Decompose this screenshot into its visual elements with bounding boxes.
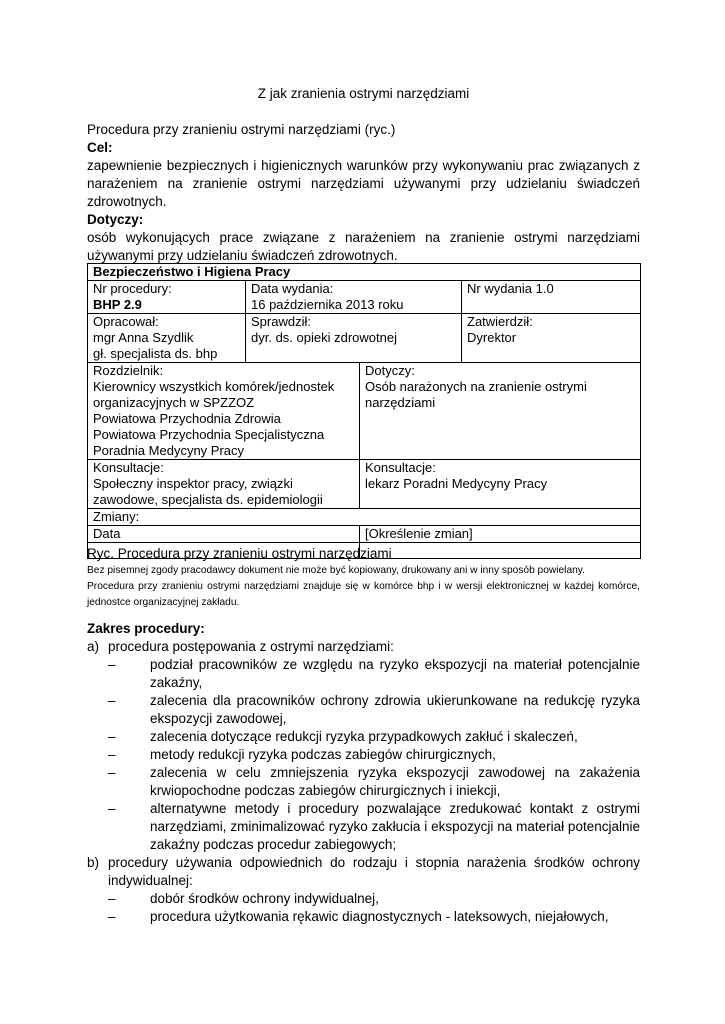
list-item [108,764,640,800]
distribution-cell [88,363,360,460]
list-item [108,728,640,746]
distribution-line: Powiatowa Przychodnia Specjalistyczna [93,427,325,442]
consultations-right-label: Konsultacje: [365,460,436,475]
copyright-note: Bez pisemnej zgody pracodawcy dokument nie może być kopiowany, drukowany ani w inny sposób powielany. [87,565,585,576]
scope-item-b-text: procedury używania odpowiednich do rodzaju i stopnia narażenia środków ochrony indywidualnej: [108,855,640,888]
issue-date-label: Data wydania: [251,281,334,296]
list-item-text: zalecenia dotyczące redukcji ryzyka przypadkowych zakłuć i skaleczeń, [150,729,578,744]
edition-cell [462,281,641,314]
prepared-by-label: Opracował: [93,314,159,329]
list-item-text: alternatywne metody i procedury pozwalające zredukować kontakt z ostrymi narzędziami, zminimalizować ryzyko zakłucia i ekspozycji na materiał potencjalnie zakaźny podczas procedur zabiegowych; [150,801,640,852]
distribution-line: Poradnia Medycyny Pracy [93,443,245,458]
distribution-line: organizacyjnych w SPZZOZ [93,395,255,410]
consultations-right-value: lekarz Poradni Medycyny Pracy [365,476,548,491]
consultations-left-label: Konsultacje: [93,460,164,475]
location-note: Procedura przy zranieniu ostrymi narzędziami znajduje się w komórce bhp i w wersji elektronicznej w każdej komórce, jednostce organizacyjnej zakładu. [87,581,640,608]
scope-item-a-text: procedura postępowania z ostrymi narzędziami: [108,639,394,654]
list-item-text: dobór środków ochrony indywidualnej, [150,891,379,906]
document-title: Z jak zranienia ostrymi narzędziami [257,86,470,101]
dash-marker: – [108,729,116,744]
concerns-text: osób wykonujących prace związane z narażeniem na zranienie ostrymi narzędziami używanymi przy udzielaniu świadczeń zdrowotnych. [87,230,640,263]
procedure-number-value: BHP 2.9 [93,297,142,312]
prepared-by-role: gł. specjalista ds. bhp [93,346,218,361]
distribution-label: Rozdzielnik: [93,363,164,378]
checked-by-label: Sprawdził: [251,314,311,329]
dash-marker: – [108,801,116,816]
dash-marker: – [108,747,116,762]
procedure-number-cell [88,281,246,314]
concerns-cell [360,363,641,460]
list-item-text: metody redukcji ryzyka podczas zabiegów chirurgicznych, [150,747,496,762]
approved-by-value: Dyrektor [467,330,517,345]
approved-by-cell [462,314,641,363]
concerns-label: Dotyczy: [365,363,415,378]
dash-marker: – [108,657,116,672]
issue-date-value: 16 października 2013 roku [251,297,404,312]
changes-description-header: [Określenie zmian] [360,526,641,543]
list-item [108,692,640,728]
changes-date-header: Data [88,526,360,543]
intro-section [87,121,640,265]
distribution-line: Kierownicy wszystkich komórek/jednostek [93,379,335,394]
concerns-value: Osób narażonych na zranienie ostrymi narzędziami [365,379,587,410]
list-item-text: podział pracowników ze względu na ryzyko ekspozycji na materiał potencjalnie zakaźny, [150,657,640,690]
distribution-line: Powiatowa Przychodnia Zdrowia [93,411,281,426]
issue-date-cell [246,281,462,314]
consultations-right-cell [360,460,641,509]
procedure-line: Procedura przy zranieniu ostrymi narzędziami (ryc.) [87,122,396,137]
goal-heading: Cel: [87,140,113,155]
dash-marker: – [108,765,116,780]
procedure-number-label: Nr procedury: [93,281,172,296]
list-marker: a) [87,639,100,654]
procedure-metadata-table [87,263,641,559]
list-item-text: zalecenia w celu zmniejszenia ryzyka ekspozycji zawodowej na zakażenia krwiopochodne podczas zabiegów chirurgicznych i iniekcji, [150,765,640,798]
checked-by-cell [246,314,462,363]
caption-section [87,545,640,611]
concerns-heading: Dotyczy: [87,212,144,227]
approved-by-label: Zatwierdził: [467,314,533,329]
figure-caption: Ryc. Procedura przy zranieniu ostrymi narzędziami [87,546,392,561]
dash-marker: – [108,693,116,708]
list-item [108,890,640,908]
list-item [108,746,640,764]
list-item [108,656,640,692]
list-item-text: procedura użytkowania rękawic diagnostycznych - lateksowych, niejałowych, [150,909,609,924]
list-item-text: zalecenia dla pracowników ochrony zdrowia ukierunkowane na redukcję ryzyka ekspozycji zawodowej, [150,693,640,726]
checked-by-value: dyr. ds. opieki zdrowotnej [251,330,397,345]
consultations-left-value: Społeczny inspektor pracy, związki zawodowe, specjalista ds. epidemiologii [93,476,323,507]
prepared-by-cell [88,314,246,363]
goal-text: zapewnienie bezpiecznych i higienicznych warunków przy wykonywaniu prac związanych z narażeniem na zranienie ostrymi narzędziami używanymi przy udzielaniu świadczeń zdrowotnych. [87,158,640,209]
consultations-left-cell [88,460,360,509]
list-item [108,800,640,854]
scope-section [87,620,640,926]
dash-marker: – [108,909,116,924]
prepared-by-name: mgr Anna Szydlik [93,330,194,345]
changes-label: Zmiany: [88,509,641,526]
list-marker: b) [87,855,100,870]
edition-value: Nr wydania 1.0 [467,281,554,296]
dash-marker: – [108,891,116,906]
table-header: Bezpieczeństwo i Higiena Pracy [88,264,641,281]
scope-heading: Zakres procedury: [87,621,205,636]
scope-item-a [87,638,640,656]
scope-item-b [87,854,640,890]
list-item [108,908,640,926]
